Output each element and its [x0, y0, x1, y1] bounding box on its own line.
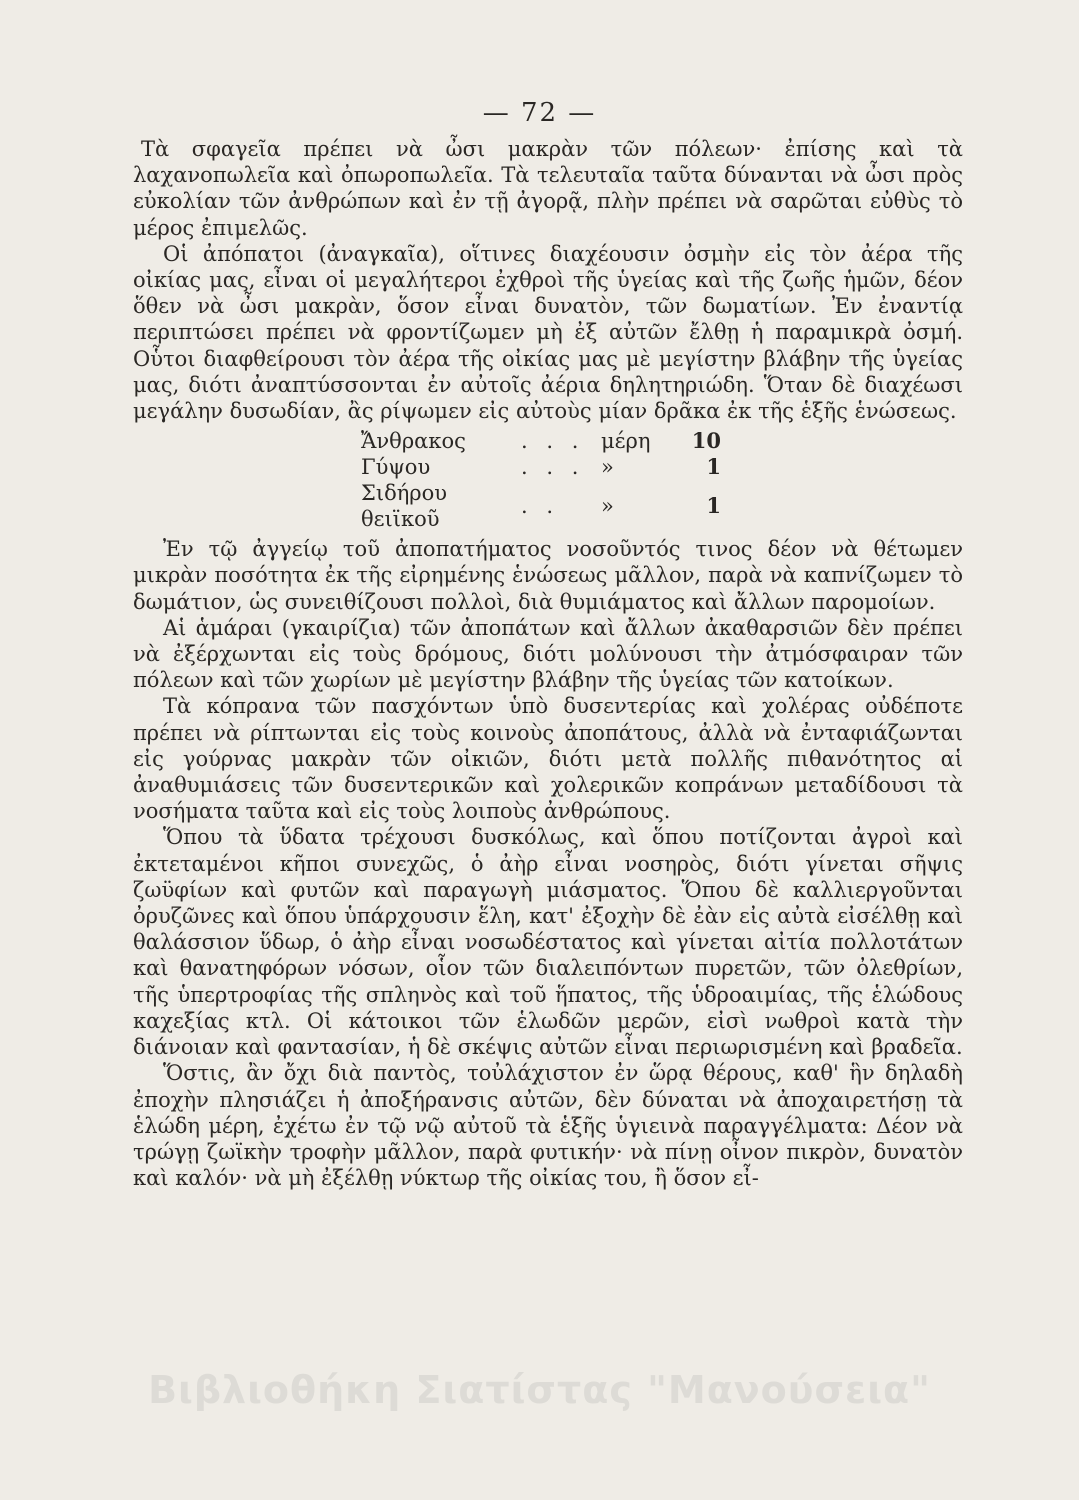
paragraph-excrement: Τὰ κόπρανα τῶν πασχόντων ὑπὸ δυσεντερίας καὶ χολέρας οὐδέποτε πρέπει νὰ ρίπτωνται εἰς τοὺς κοινοὺς ἀποπάτους, ἀλλὰ νὰ ἐνταφιάζωνται εἰς γούρνας μακρὰν τῶν οἰκιῶν, διότι μετὰ πολλῆς πιθανότητος αἱ ἀναθυμιάσεις τῶν δυσεντερικῶν καὶ χολερικῶν κοπράνων μεταδίδουσι τὰ νοσήματα ταῦτα καὶ εἰς τοὺς λοιποὺς ἀνθρώπους.	[133, 694, 963, 824]
body-text	[133, 136, 963, 1191]
paragraph-precepts: Ὅστις, ἂν ὄχι διὰ παντὸς, τοὐλάχιστον ἐν ὥρᾳ θέρους, καθ' ἣν δηλαδὴ ἐποχὴν πλησιάζει ἡ ἀποξήρανσις αὐτῶν, δὲν δύναται νὰ ἀποχαιρετήσῃ τὰ ἑλώδη μέρη, ἐχέτω ἐν τῷ νῷ αὐτοῦ τὰ ἑξῆς ὑγιεινὰ παραγγέλματα: Δέον νὰ τρώγῃ ζωϊκὴν τροφὴν μᾶλλον, παρὰ φυτικήν· νὰ πίνῃ οἶνον πικρὸν, δυνατὸν καὶ καλόν· νὰ μὴ ἐξέλθῃ νύκτωρ τῆς οἰκίας του, ἢ ὅσον εἶ-	[133, 1061, 963, 1191]
mixture-leader: . .	[521, 494, 560, 519]
library-watermark: Βιβλιοθήκη Σιατίστας "Μανούσεια"	[148, 1368, 931, 1412]
paragraph-sewers: Αἱ ἁμάραι (γκαιρίζια) τῶν ἀποπάτων καὶ ἄλλων ἀκαθαρσιῶν δὲν πρέπει νὰ ἐξέρχωνται εἰς τοὺς δρόμους, διότι μολύνουσι τὴν ἀτμόσφαιραν τῶν πόλεων καὶ τῶν χωρίων μὲ μεγίστην βλάβην τῆς ὑγείας τῶν κατοίκων.	[133, 615, 963, 693]
paragraph-latrines: Οἱ ἀπόπατοι (ἀναγκαῖα), οἵτινες διαχέουσιν ὀσμὴν εἰς τὸν ἀέρα τῆς οἰκίας μας, εἶναι οἱ μεγαλήτεροι ἐχθροὶ τῆς ὑγείας καὶ τῆς ζωῆς ἡμῶν, δέον ὅθεν νὰ ὦσι μακρὰν, ὅσον εἶναι δυνατὸν, τῶν δωματίων. Ἐν ἐναντίᾳ περιπτώσει πρέπει νὰ φροντίζωμεν μὴ ἐξ αὐτῶν ἔλθῃ ἡ παραμικρὰ ὀσμή. Οὗτοι διαφθείρουσι τὸν ἀέρα τῆς οἰκίας μας μὲ μεγίστην βλάβην τῆς ὑγείας μας, διότι ἀναπτύσσονται ἐν αὐτοῖς ἀέρια δηλητηριώδη. Ὅταν δὲ διαχέωσι μεγάλην δυσωδίαν, ἂς ρίψωμεν εἰς αὐτοὺς μίαν δρᾶκα ἐκ τῆς ἑξῆς ἑνώσεως.	[133, 241, 963, 424]
mixture-ingredient: Σιδήρου θειϊκοῦ	[361, 481, 448, 532]
mixture-unit: »	[601, 494, 614, 519]
mixture-unit: »	[601, 455, 614, 480]
mixture-quantity: 1	[706, 493, 721, 519]
mixture-ingredient: Γύψου	[361, 455, 431, 480]
mixture-leader: . . .	[521, 455, 585, 480]
page-number: — 72 —	[482, 98, 597, 128]
mixture-table	[361, 428, 721, 532]
mixture-row	[361, 480, 721, 532]
mixture-row	[361, 454, 721, 480]
paragraph-marshes: Ὅπου τὰ ὕδατα τρέχουσι δυσκόλως, καὶ ὅπου ποτίζονται ἀγροὶ καὶ ἐκτεταμένοι κῆποι συνεχῶς, ὁ ἀὴρ εἶναι νοσηρὸς, διότι γίνεται σῆψις ζωϋφίων καὶ φυτῶν καὶ παραγωγὴ μιάσματος. Ὅπου δὲ καλλιεργοῦνται ὀρυζῶνες καὶ ὅπου ὑπάρχουσιν ἕλη, κατ' ἐξοχὴν δὲ ἐὰν εἰς αὐτὰ εἰσέλθῃ καὶ θαλάσσιον ὕδωρ, ὁ ἀὴρ εἶναι νοσωδέστατος καὶ γίνεται αἰτία πολλοτάτων καὶ θανατηφόρων νόσων, οἷον τῶν διαλειπόντων πυρετῶν, τῶν ὀλεθρίων, τῆς ὑπερτροφίας τῆς σπληνὸς καὶ τοῦ ἥπατος, τῆς ὑδροαιμίας, τῆς ἑλώδους καχεξίας κτλ. Οἱ κάτοικοι τῶν ἑλωδῶν μερῶν, εἰσὶ νωθροὶ κατὰ τὴν διάνοιαν καὶ φαντασίαν, ἡ δὲ σκέψις αὐτῶν εἶναι περιωρισμένη καὶ βραδεῖα.	[133, 825, 963, 1060]
mixture-leader: . . .	[521, 429, 585, 454]
paragraph-slaughterhouses: Τὰ σφαγεῖα πρέπει νὰ ὦσι μακρὰν τῶν πόλεων· ἐπίσης καὶ τὰ λαχανοπωλεῖα καὶ ὀπωροπωλεῖα. Τὰ τελευταῖα ταῦτα δύνανται νὰ ὦσι πρὸς εὐκολίαν τῶν ἀνθρώπων καὶ ἐν τῇ ἀγορᾷ, πλὴν πρέπει νὰ σαρῶται εὐθὺς τὸ μέρος ἐπιμελῶς.	[133, 137, 963, 240]
mixture-unit: μέρη	[601, 429, 651, 454]
mixture-row	[361, 428, 721, 454]
mixture-ingredient: Ἄνθρακος	[361, 429, 466, 454]
mixture-quantity: 1	[706, 454, 721, 480]
paragraph-chamber-pot: Ἐν τῷ ἀγγείῳ τοῦ ἀποπατήματος νοσοῦντός τινος δέον νὰ θέτωμεν μικρὰν ποσότητα ἐκ τῆς εἰρημένης ἑνώσεως μᾶλλον, παρὰ νὰ καπνίζωμεν τὸ δωμάτιον, ὡς συνειθίζουσι πολλοὶ, διὰ θυμιάματος καὶ ἄλλων παρομοίων.	[133, 537, 963, 614]
mixture-quantity: 10	[691, 428, 721, 454]
